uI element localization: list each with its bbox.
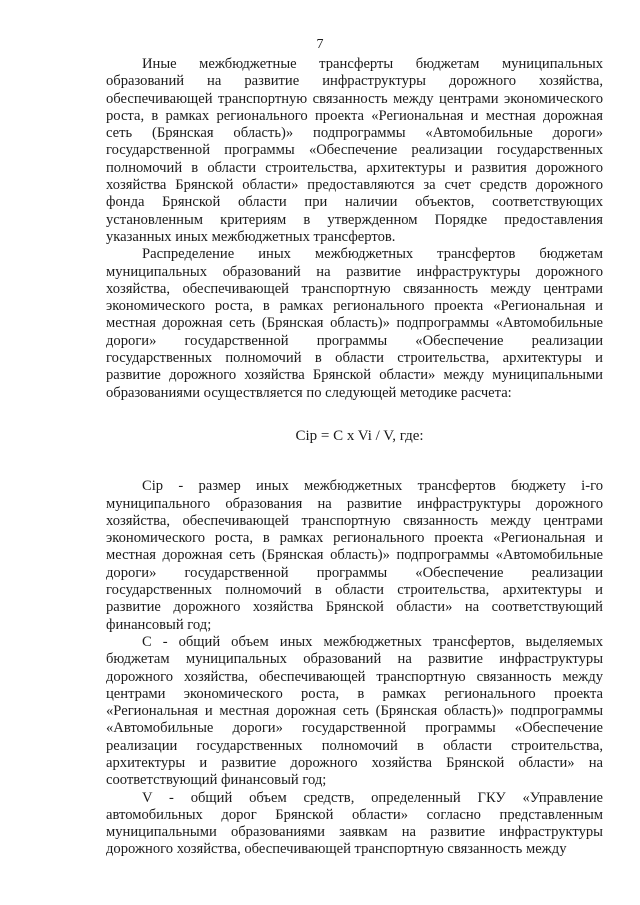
spacer [106,470,603,478]
page-number: 7 [316,37,324,52]
paragraph-definition-v: V - общий объем средств, определенный ГКУ «Управление автомобильных дорог Брянской области» согласно представленным муниципальными образованиями заявкам на развитие инфраструктуры дорожного хозяйства, обеспечивающей транспортную связанность между [106,789,603,858]
paragraph-definition-cip: Сiр - размер иных межбюджетных трансфертов бюджету i-го муниципального образования на развитие инфраструктуры дорожного хозяйства, обеспечивающей транспортную связанность между центрами экономического роста, в рамках регионального проекта «Региональная и местная дорожная сеть (Брянская область)» подпрограммы «Автомобильные дороги» государственной программы «Обеспечение реализации государственных полномочий в области строительства, архитектуры и развитие дорожного хозяйства Брянской области» на соответствующий финансовый год; [106,478,603,633]
paragraph-definition-c: С - общий объем иных межбюджетных трансфертов, выделяемых бюджетам муниципальных образований на развитие инфраструктуры дорожного хозяйства, обеспечивающей транспортную связанность между центрами экономического роста, в рамках регионального проекта «Региональная и местная дорожная сеть (Брянская область)» подпрограммы «Автомобильные дороги» государственной программы «Обеспечение реализации государственных полномочий в области строительства, архитектуры и развитие дорожного хозяйства Брянской области» на соответствующий финансовый год; [106,633,603,789]
document-body [106,56,603,859]
paragraph-distribution-method: Распределение иных межбюджетных трансфертов бюджетам муниципальных образований на развитие инфраструктуры дорожного хозяйства, обеспечивающей транспортную связанность между центрами экономического роста, в рамках регионального проекта «Региональная и местная дорожная сеть (Брянская область)» подпрограммы «Автомобильные дороги» государственной программы «Обеспечение реализации государственных полномочий в области строительства, архитектуры и развитие дорожного хозяйства Брянской области» между муниципальными образованиями осуществляется по следующей методике расчета: [106,246,603,401]
paragraph-transfers-intro: Иные межбюджетные трансферты бюджетам муниципальных образований на развитие инфраструктуры дорожного хозяйства, обеспечивающей транспортную связанность между центрами экономического роста, в рамках регионального проекта «Региональная и местная дорожная сеть (Брянская область)» подпрограммы «Автомобильные дороги» государственной программы «Обеспечение реализации государственных полномочий в области строительства, архитектуры и развития дорожного хозяйства Брянской области» предоставляются за счет средств дорожного фонда Брянской области при наличии объектов, соответствующих установленным критериям в утвержденном Порядке предоставления указанных иных межбюджетных трансфертов. [106,56,603,245]
calculation-formula: Сiр = С x Vi / V, где: [295,427,424,444]
